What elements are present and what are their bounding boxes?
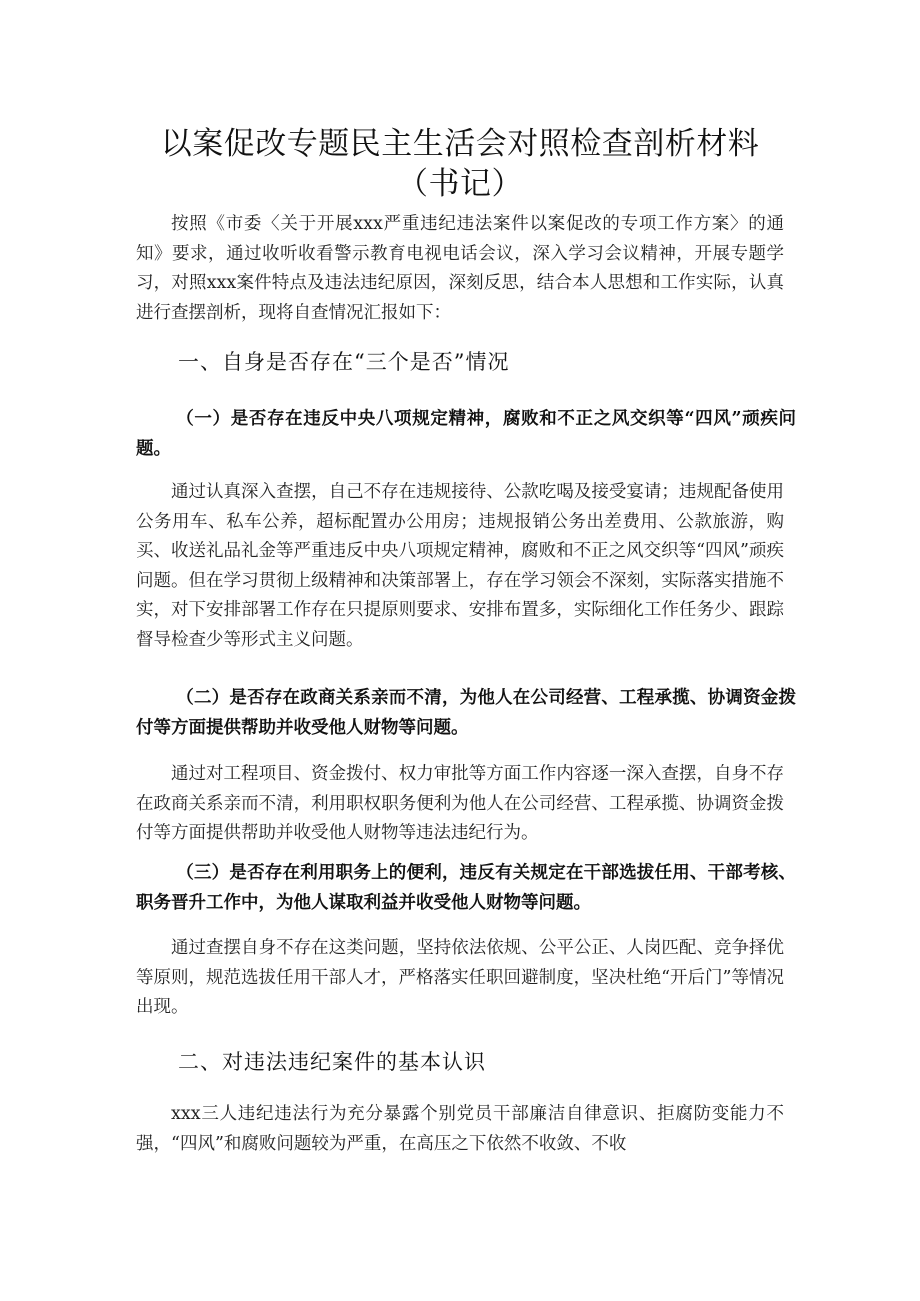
subsection-1-heading: （一）是否存在违反中央八项规定精神，腐败和不正之风交织等“四风”顽疾问题。 (136, 409, 796, 459)
section-2-heading: 二、对违法违纪案件的基本认识 (178, 1050, 486, 1074)
section-2-paragraph: xxx三人违纪违法行为充分暴露个别党员干部廉洁自律意识、拒腐防变能力不强，“四风”和腐败问题较为严重，在高压之下依然不收敛、不收 (136, 1104, 784, 1154)
subsection-2-paragraph: 通过对工程项目、资金拨付、权力审批等方面工作内容逐一深入查摆，自身不存在政商关系亲而不清，利用职权职务便利为他人在公司经营、工程承揽、协调资金拨付等方面提供帮助并收受他人财物等违法违纪行为。 (136, 764, 784, 843)
section-1-heading: 一、自身是否存在“三个是否”情况 (178, 350, 510, 374)
subsection-3-paragraph: 通过查摆自身不存在这类问题，坚持依法依规、公平公正、人岗匹配、竞争择优等原则，规范选拔任用干部人才，严格落实任职回避制度，坚决杜绝“开后门”等情况出现。 (136, 938, 784, 1017)
subsection-1-paragraph: 通过认真深入查摆，自己不存在违规接待、公款吃喝及接受宴请；违规配备使用公务用车、私车公养，超标配置办公用房；违规报销公务出差费用、公款旅游，购买、收送礼品礼金等严重违反中央八项规定精神，腐败和不正之风交织等“四风”顽疾问题。但在学习贯彻上级精神和决策部署上，存在学习领会不深刻，实际落实措施不实，对下安排部署工作存在只提原则要求、安排布置多，实际细化工作任务少、跟踪督导检查少等形式主义问题。 (136, 482, 784, 650)
subsection-3-heading: （三）是否存在利用职务上的便利，违反有关规定在干部选拔任用、干部考核、职务晋升工作中，为他人谋取利益并收受他人财物等问题。 (136, 863, 796, 913)
document-subtitle: （书记） (397, 166, 523, 202)
document-title: 以案促改专题民主生活会对照检查剖析材料 (160, 126, 760, 162)
intro-paragraph: 按照《市委〈关于开展xxx严重违纪违法案件以案促改的专项工作方案〉的通知》要求，通过收听收看警示教育电视电话会议，深入学习会议精神，开展专题学习，对照xxx案件特点及违法违纪原因，深刻反思，结合本人思想和工作实际，认真进行查摆剖析，现将自查情况汇报如下： (136, 214, 784, 323)
subsection-2-heading: （二）是否存在政商关系亲而不清，为他人在公司经营、工程承揽、协调资金拨付等方面提供帮助并收受他人财物等问题。 (136, 688, 796, 738)
